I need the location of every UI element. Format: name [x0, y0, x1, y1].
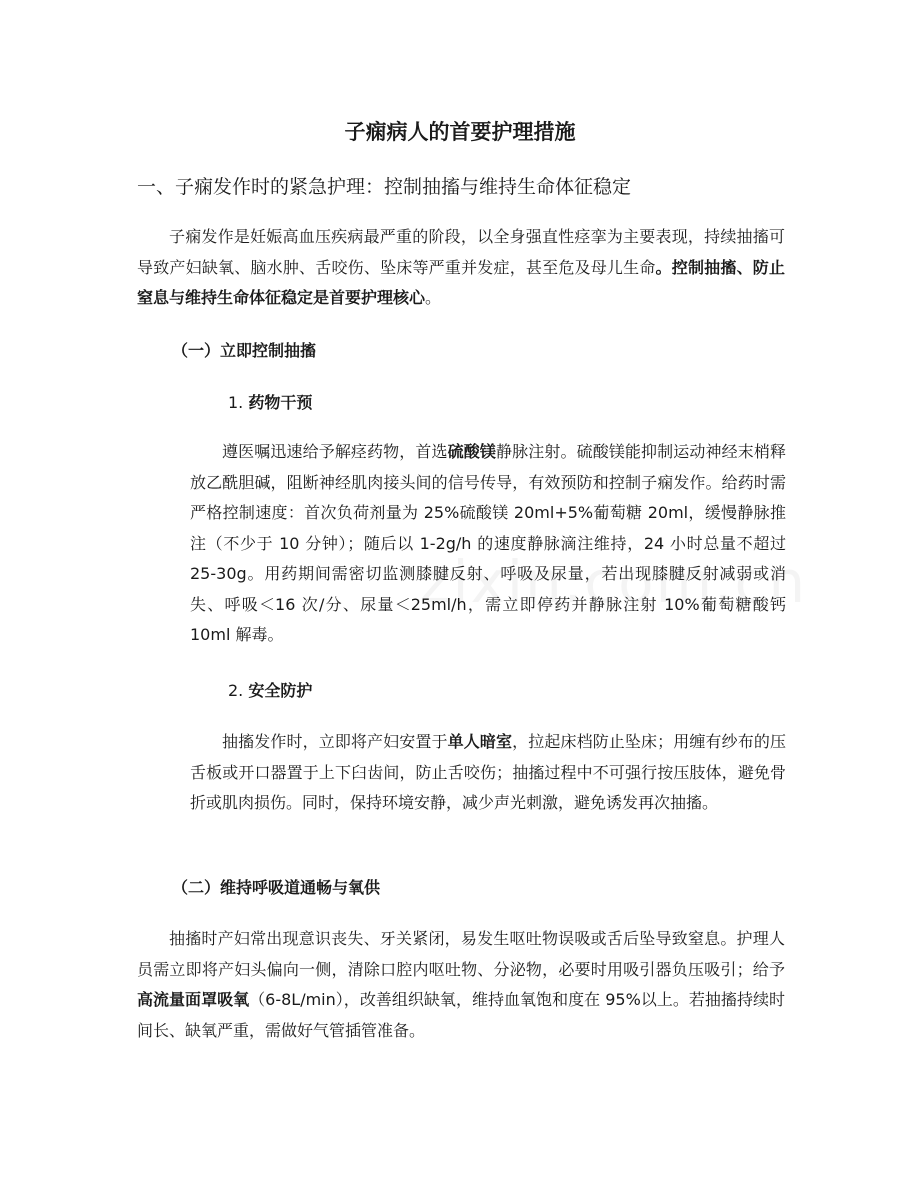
- subsection-heading-2: （二）维持呼吸道通畅与氧供: [172, 878, 381, 897]
- intro-text: 子痫发作是妊娠高血压疾病最严重的阶段，以全身强直性痉挛为主要表现，持续抽搐可导致产妇缺氧、脑水肿、舌咬伤、坠床等严重并发症，甚至危及母儿生命: [137, 227, 785, 277]
- drug-bold-magnesium: 硫酸镁: [447, 442, 496, 461]
- section-heading-1: 一、子痫发作时的紧急护理：控制抽搐与维持生命体征稳定: [137, 176, 632, 198]
- item-heading-2: [228, 680, 312, 702]
- safety-text-2: ，拉起床档防止坠床；用缠有纱布的压舌板或开口器置于上下臼齿间，防止舌咬伤；抽搐过程中不可强行按压肢体，避免骨折或肌肉损伤。同时，保持环境安静，减少声光刺激，避免诱发再次抽搐。: [190, 732, 786, 812]
- airway-bold-oxygen: 高流量面罩吸氧: [137, 990, 250, 1009]
- document-title: 子痫病人的首要护理措施: [344, 120, 576, 144]
- airway-text-2: （6-8L/min），改善组织缺氧，维持血氧饱和度在 95%以上。若抽搐持续时间长、缺氧严重，需做好气管插管准备。: [137, 990, 785, 1040]
- safety-text-1: 抽搐发作时，立即将产妇安置于: [222, 732, 448, 751]
- watermark: [420, 548, 807, 616]
- drug-text-1: 遵医嘱迅速给予解痉药物，首选: [222, 442, 448, 461]
- subsection-heading-1: （一）立即控制抽搐: [172, 341, 317, 360]
- item-label-1: 药物干预: [248, 393, 313, 412]
- item-number-2: 2.: [228, 681, 244, 700]
- drug-text-2: 静脉注射。硫酸镁能抑制运动神经末梢释放乙酰胆碱，阻断神经肌肉接头间的信号传导，有效预防和控制子痫发作。给药时需严格控制速度：首次负荷剂量为 25%硫酸镁 20ml+5%葡萄糖 20ml，缓慢静脉推注（不少于 10 分钟）；随后以 1-2g/h 的速度静脉滴注维持，24 小时总量不超过 25-30g。用药期间需密切监测膝腱反射、呼吸及尿量，若出现膝腱反射减弱或消失、呼吸＜16 次/分、尿量＜25ml/h，需立即停药并静脉注射 10%葡萄糖酸钙 10ml 解毒。: [190, 442, 786, 644]
- item-label-2: 安全防护: [248, 681, 313, 700]
- intro-end: 。: [425, 288, 442, 307]
- safety-paragraph: [190, 727, 786, 819]
- safety-bold-room: 单人暗室: [447, 732, 513, 751]
- item-heading-1: [228, 392, 312, 414]
- drug-paragraph: [190, 437, 786, 651]
- intro-paragraph: [137, 222, 785, 314]
- intro-bold-text: 。控制抽搐、防止窒息与维持生命体征稳定是首要护理核心: [137, 257, 785, 307]
- airway-text-1: 抽搐时产妇常出现意识丧失、牙关紧闭，易发生呕吐物误吸或舌后坠导致窒息。护理人员需立即将产妇头偏向一侧，清除口腔内呕吐物、分泌物，必要时用吸引器负压吸引；给予: [137, 929, 785, 979]
- airway-paragraph: [137, 924, 785, 1046]
- item-number-1: 1.: [228, 393, 244, 412]
